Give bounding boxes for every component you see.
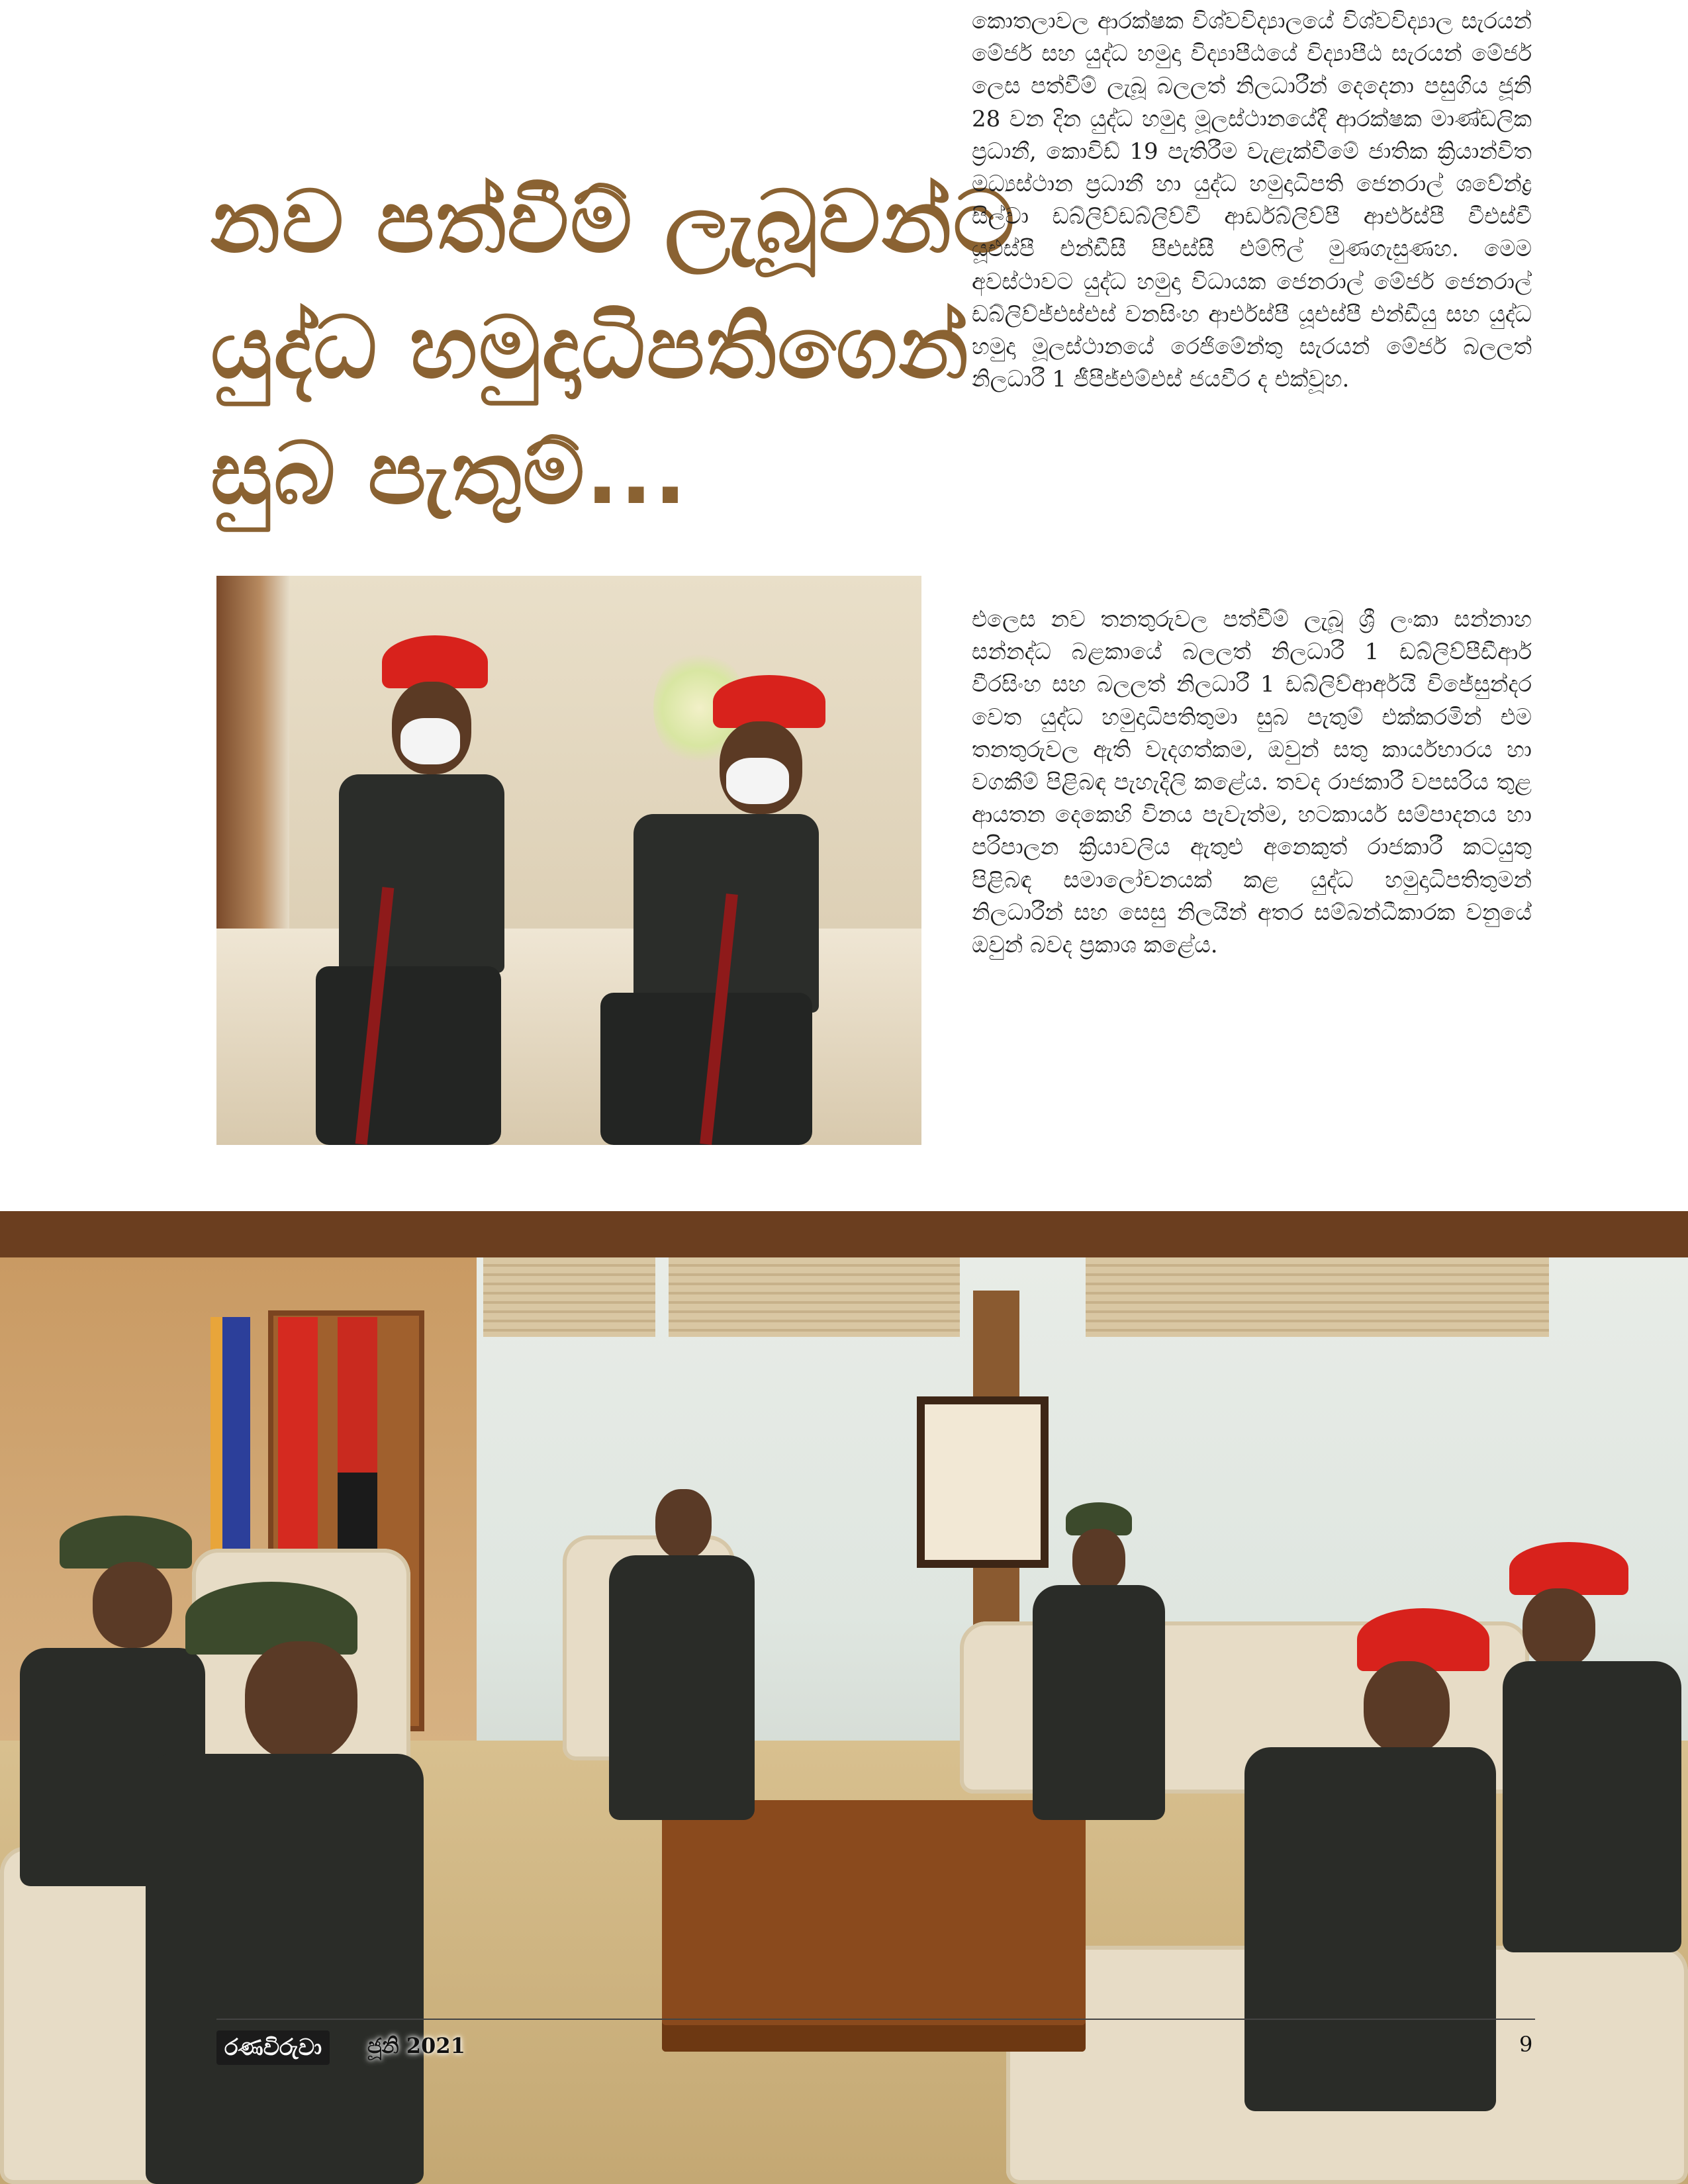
red-cap <box>1357 1608 1489 1671</box>
officer-torso <box>339 774 504 973</box>
officer-legs <box>316 966 501 1145</box>
standing-officer-right <box>1496 1542 1688 1952</box>
person-head <box>1523 1588 1595 1668</box>
ceiling <box>0 1211 1688 1257</box>
seated-officer-left-front <box>146 1582 516 2184</box>
officer-right <box>600 675 825 1145</box>
officers-seated-photo <box>216 576 921 1145</box>
person-body <box>1503 1661 1681 1952</box>
person-body <box>609 1555 755 1820</box>
seated-officer-sofa <box>1019 1502 1172 1820</box>
face-mask <box>400 718 460 764</box>
issue-date: ජූනි 2021 <box>367 2033 465 2058</box>
officer-cap <box>382 635 488 688</box>
page-number: 9 <box>1519 2032 1533 2057</box>
person-body <box>1033 1585 1165 1820</box>
peaked-cap <box>60 1516 192 1569</box>
person-body <box>146 1754 424 2184</box>
peaked-cap <box>185 1582 357 1655</box>
person-head <box>1072 1529 1125 1592</box>
officer-left <box>303 635 501 1145</box>
article-paragraph-2: එලෙස නව තනතුරුවල පත්වීම් ලැබූ ශ්‍රී ලංකා සන්නාහ සන්නද්ධ බළකායේ බලලත් නිලධාරී 1 ඩබ්ලිව්පීඩීආර් වීරසිංහ සහ බලලත් නිලධාරී 1 ඩබ්ලිව්ආර්අයි විජේසුන්දර වෙත යුද්ධ හමුදාධිපතිතුමා සුබ පැතුම් එක්කරමින් එම තනතුරුවල ඇති වැදගත්කම, ඔවුන් සතු කාර්යභාරය හා වගකීම් පිළිබඳ පැහැදිලි කළේය. තවද රාජකාරී වපසරිය තුළ ආයතන දෙකෙහි විනය පැවැත්ම, හටකාර්ය සම්පාදනය හා පරිපාලන ක්‍රියාවලිය ඇතුළු අනෙකුත් රාජකාරී කටයුතු පිළිබඳ සමාලෝචනයක් කළ යුද්ධ හමුදාධිපතිතුමන් නිලධාරීන් සහ සෙසු නිලයින් අතර සම්බන්ධීකාරක වනුයේ ඔවුන් බවද ප්‍රකාශ කළේය. <box>972 606 1532 959</box>
window-blind <box>483 1257 655 1337</box>
magazine-name: රණවිරුවා <box>216 2030 330 2065</box>
window-blind <box>669 1257 960 1337</box>
headline-line-2: යුද්ධ හමුදාධිපතිගෙන් <box>211 297 970 398</box>
headline <box>211 159 1016 536</box>
headline-line-1: නව පත්වීම් ලැබූවන්ට <box>211 171 1016 272</box>
window-blind <box>1086 1257 1549 1337</box>
red-cap <box>1509 1542 1628 1595</box>
article-paragraph-1: කොතලාවල ආරක්ෂක විශ්වවිද්‍යාලයේ විශ්වවිද්‍යාල සැරයන් මේජර් සහ යුද්ධ හමුදා විද්‍යාපීඨයේ විද්‍යාපීඨ සැරයන් මේජර් ලෙස පත්වීම් ලැබූ බලලත් නිලධාරීන් දෙදෙනා පසුගිය ජූනි 28 වන දින යුද්ධ හමුදා මූලස්ථානයේදී ආරක්ෂක මාණ්ඩලික ප්‍රධානී, කොවිඩ් 19 පැතිරීම වැළැක්වීමේ ජාතික ක්‍රියාන්විත මධ්‍යස්ථාන ප්‍රධානී හා යුද්ධ හමුදාධිපති ජෙනරාල් ශවේන්ද්‍ර සිල්වා ඩබ්ලිව්ඩබ්ලිව්වී ආර්ඩබ්ලිව්පී ආර්එස්පී වීඑස්වී යූඑස්පී එන්ඩීසී පීඑස්සී එම්ෆිල් මුණගැසුණහ. මෙම අවස්ථාවට යුද්ධ හමුදා විධායක ජෙනරාල් මේජර් ජෙනරාල් ඩබ්ලිව්ජ්එස්එස් වනසිංහ ආර්එස්පී යූඑස්පී එන්ඩීයු සහ යුද්ධ හමුදා මූලස්ථානයේ රෙජිමේන්තු සැරයන් මේජර් බලලත් නිලධාරී 1 ජීපීජ්එම්එස් ජයවීර ද එක්වූහ. <box>972 8 1532 393</box>
face-mask <box>726 758 789 804</box>
standing-officer-center-right <box>1225 1608 1516 2111</box>
coffee-table <box>662 1800 1086 2052</box>
headline-line-3: සුබ පැතුම්... <box>211 423 688 523</box>
person-head <box>1364 1661 1450 1754</box>
person-head <box>245 1641 357 1760</box>
officer-cap <box>713 675 825 728</box>
person-body <box>1244 1747 1496 2111</box>
army-commander <box>596 1489 761 1820</box>
footer-rule <box>216 2019 1535 2020</box>
person-head <box>655 1489 712 1559</box>
